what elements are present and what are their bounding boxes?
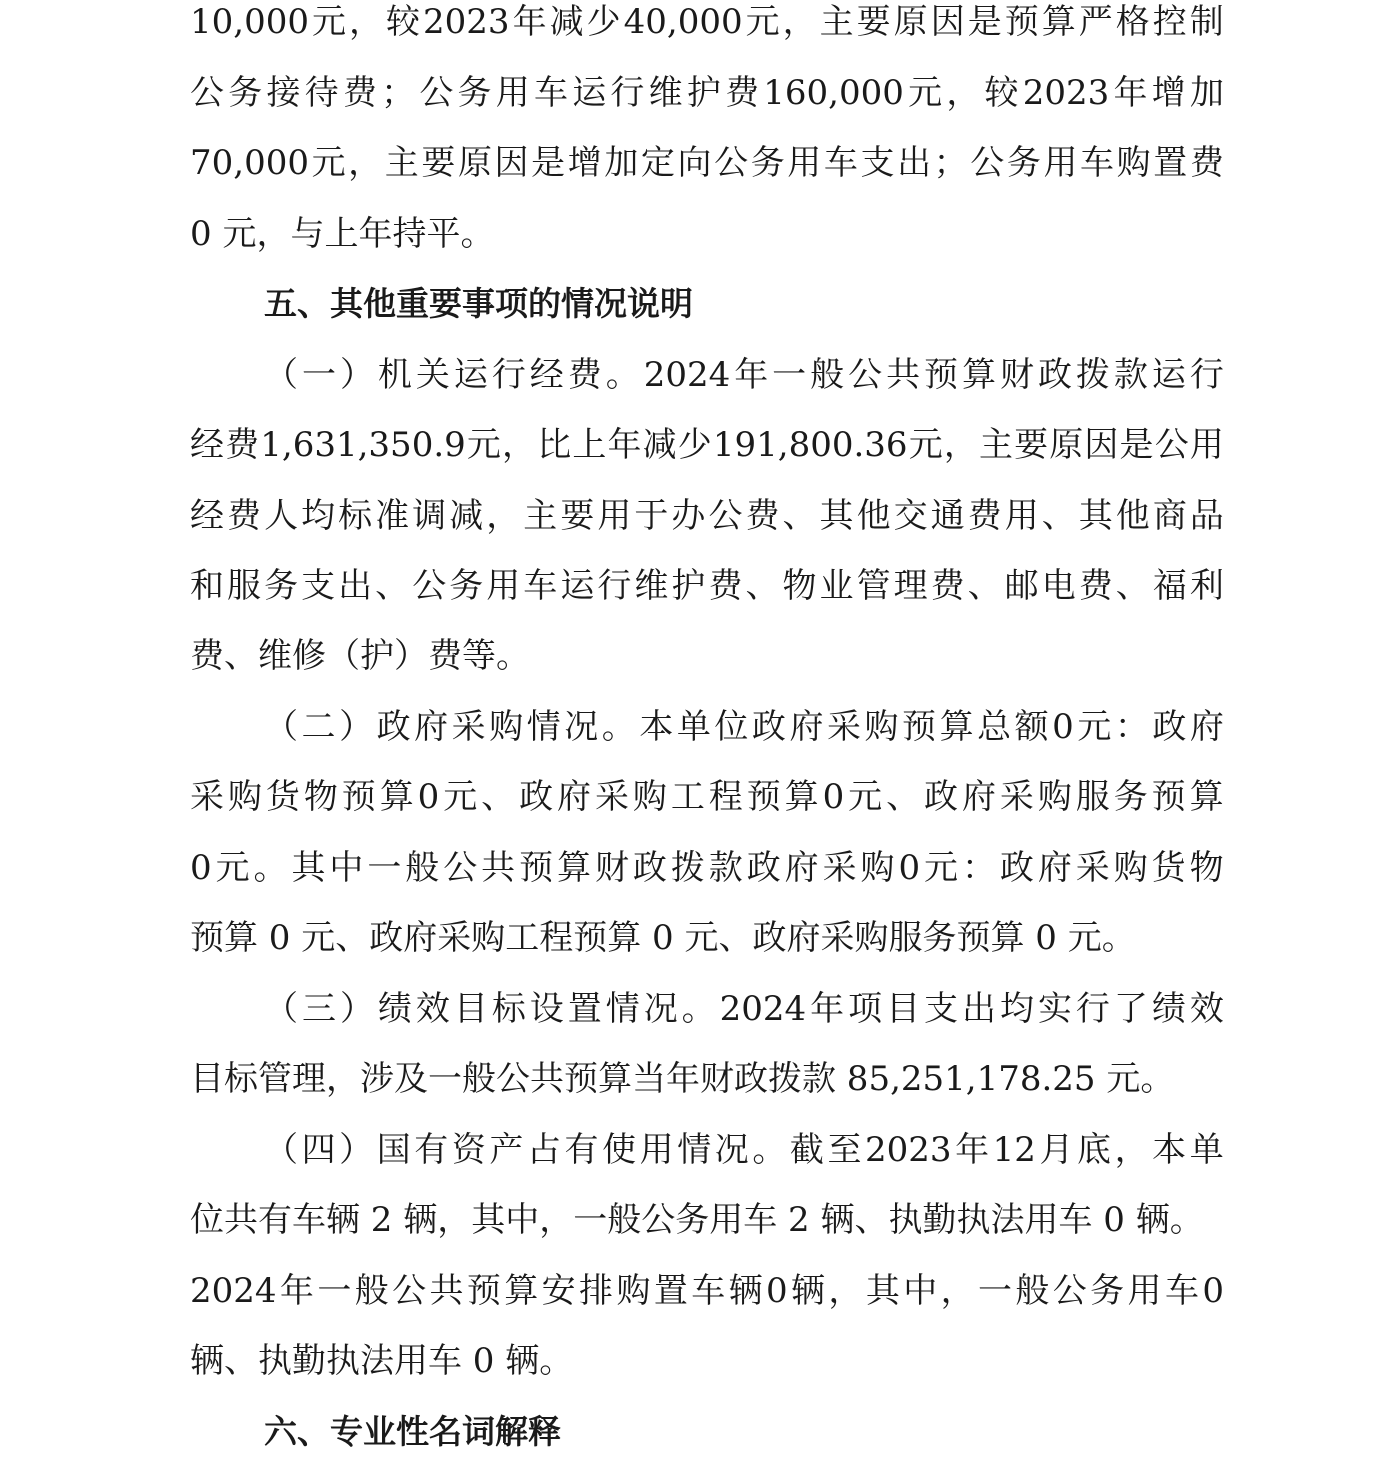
body-text-line: 公 务 接 待 费 ； 公 务 用 车 运 行 维 护 费 160,000 元 ， 较 2023 年 增 加 (190, 73, 1224, 113)
body-text-line: （ 三 ） 绩 效 目 标 设 置 情 况 。 2024 年 项 目 支 出 均 实 行 了 绩 效 (264, 989, 1224, 1029)
body-text-line: 和 服 务 支 出 、 公 务 用 车 运 行 维 护 费 、 物 业 管 理 费 、 邮 电 费 、 福 利 (190, 566, 1224, 606)
body-text-line: 10,000 元 ， 较 2023 年 减 少 40,000 元 ， 主 要 原 因 是 预 算 严 格 控 制 (190, 2, 1224, 42)
body-text-line: （ 二 ） 政 府 采 购 情 况 。 本 单 位 政 府 采 购 预 算 总 额 0 元 ： 政 府 (264, 707, 1224, 747)
body-text-line: 辆、执勤执法用车 0 辆。 (190, 1341, 574, 1381)
body-text-line: （ 一 ） 机 关 运 行 经 费 。 2024 年 一 般 公 共 预 算 财 政 拨 款 运 行 (264, 355, 1224, 395)
body-text-line: 费、维修（护）费等。 (190, 636, 530, 676)
body-text-line: 采 购 货 物 预 算 0 元 、 政 府 采 购 工 程 预 算 0 元 、 政 府 采 购 服 务 预 算 (190, 777, 1224, 817)
body-text-line: 0 元 。 其 中 一 般 公 共 预 算 财 政 拨 款 政 府 采 购 0 元 ： 政 府 采 购 货 物 (190, 848, 1224, 888)
body-text-line: 预算 0 元、政府采购工程预算 0 元、政府采购服务预算 0 元。 (190, 918, 1136, 958)
body-text-line: 目标管理，涉及一般公共预算当年财政拨款 85,251,178.25 元。 (190, 1059, 1175, 1099)
body-text-line: 经 费 人 均 标 准 调 减 ， 主 要 用 于 办 公 费 、 其 他 交 通 费 用 、 其 他 商 品 (190, 496, 1224, 536)
body-text-line: 位共有车辆 2 辆，其中，一般公务用车 2 辆、执勤执法用车 0 辆。 (190, 1200, 1204, 1240)
section-heading-6: 六、专业性名词解释 (264, 1412, 561, 1451)
body-text-line: 0 元，与上年持平。 (190, 214, 495, 254)
body-text-line: 经 费 1,631,350.9 元 ， 比 上 年 减 少 191,800.36 元 ， 主 要 原 因 是 公 用 (190, 425, 1224, 465)
section-heading-5: 五、其他重要事项的情况说明 (264, 284, 693, 323)
body-text-line: （ 四 ） 国 有 资 产 占 有 使 用 情 况 。 截 至 2023 年 12 月 底 ， 本 单 (264, 1130, 1224, 1170)
body-text-line: 70,000 元 ， 主 要 原 因 是 增 加 定 向 公 务 用 车 支 出 ； 公 务 用 车 购 置 费 (190, 143, 1224, 183)
body-text-line: 2024 年 一 般 公 共 预 算 安 排 购 置 车 辆 0 辆 ， 其 中 ， 一 般 公 务 用 车 0 (190, 1271, 1224, 1311)
